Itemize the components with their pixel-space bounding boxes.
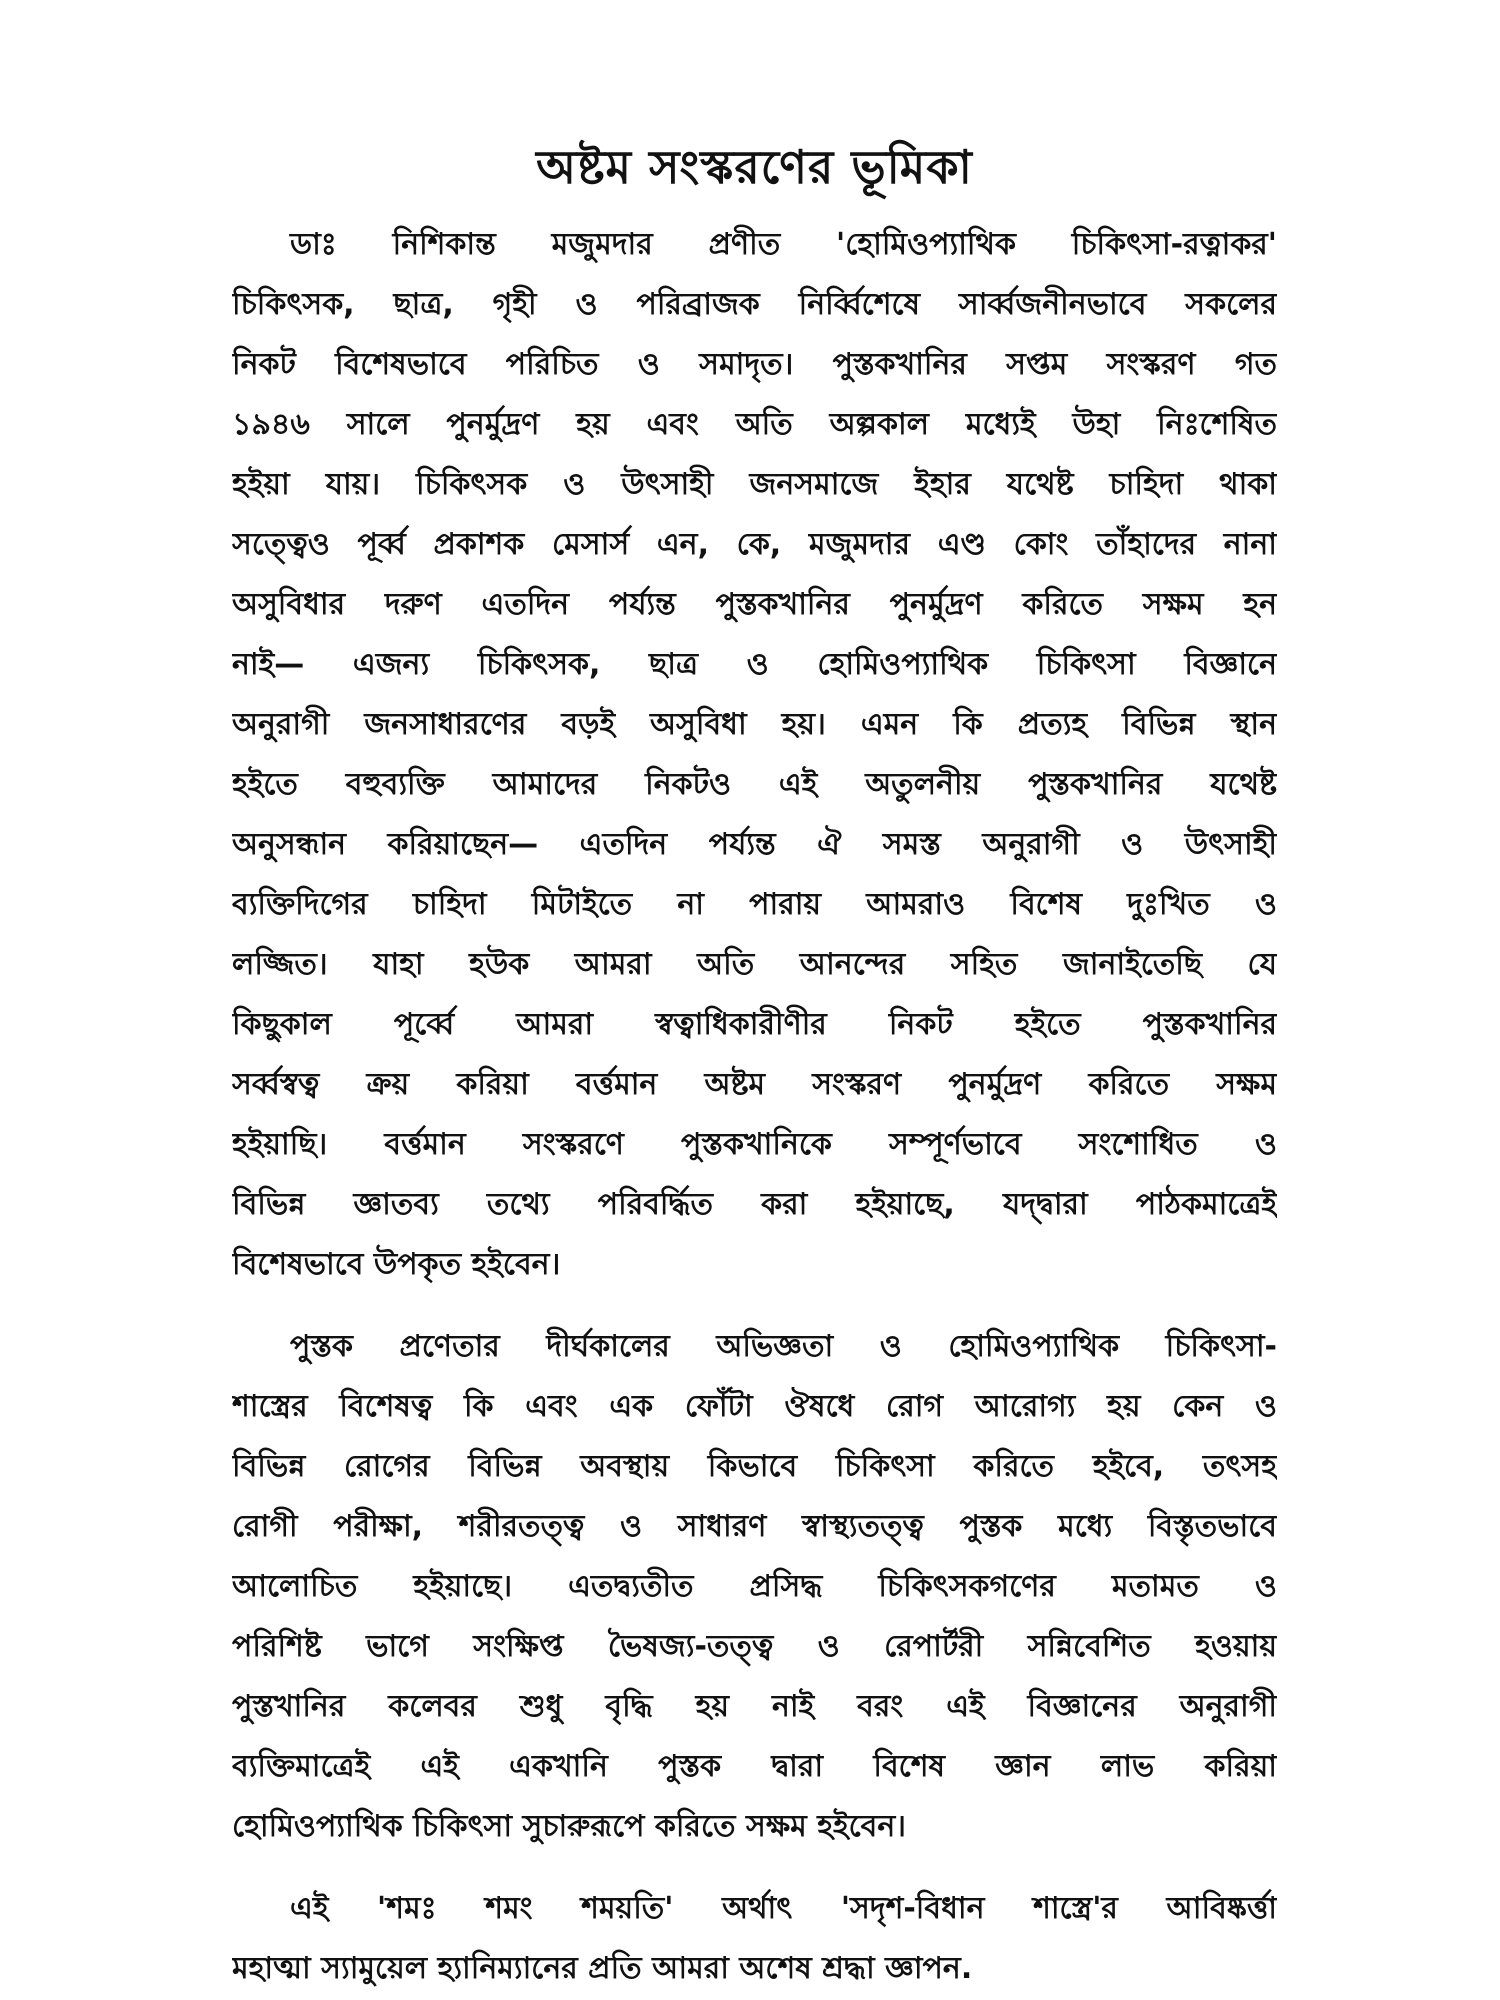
text-line: ডাঃ নিশিকান্ত মজুমদার প্রণীত 'হোমিওপ্যাথিক চিকিৎসা-রত্নাকর': [290, 227, 1277, 263]
document-page: [232, 140, 1277, 1987]
text-line: শাস্ত্রের বিশেষত্ব কি এবং এক ফোঁটা ঔষধে রোগ আরোগ্য হয় কেন ও: [232, 1389, 1277, 1425]
paragraph: [232, 215, 1277, 1295]
text-line: হইয়া যায়। চিকিৎসক ও উৎসাহী জনসমাজে ইহার যথেষ্ট চাহিদা থাকা: [232, 467, 1277, 503]
text-line: চিকিৎসক, ছাত্র, গৃহী ও পরিব্রাজক নির্ব্বিশেষে সার্ব্বজনীনভাবে সকলের: [232, 287, 1277, 323]
text-line: নিকট বিশেষভাবে পরিচিত ও সমাদৃত। পুস্তকখানির সপ্তম সংস্করণ গত: [232, 347, 1277, 383]
page-title: অষ্টম সংস্করণের ভূমিকা: [536, 140, 973, 194]
text-line: মহাত্মা স্যামুয়েল হ্যানিম্যানের প্রতি আমরা অশেষ শ্রদ্ধা জ্ঞাপন.: [232, 1951, 973, 1987]
text-line: এই 'শমঃ শমং শময়তি' অর্থাৎ 'সদৃশ-বিধান শাস্ত্রে'র আবিষ্কর্ত্তা: [290, 1891, 1277, 1927]
text-line: হইতে বহুব্যক্তি আমাদের নিকটও এই অতুলনীয় পুস্তকখানির যথেষ্ট: [232, 767, 1277, 803]
text-line: ব্যক্তিমাত্রেই এই একখানি পুস্তক দ্বারা বিশেষ জ্ঞান লাভ করিয়া: [232, 1749, 1277, 1785]
text-line: নাই— এজন্য চিকিৎসক, ছাত্র ও হোমিওপ্যাথিক চিকিৎসা বিজ্ঞানে: [232, 647, 1277, 683]
text-line: কিছুকাল পূর্ব্বে আমরা স্বত্বাধিকারীণীর নিকট হইতে পুস্তকখানির: [232, 1007, 1277, 1043]
text-line: পরিশিষ্ট ভাগে সংক্ষিপ্ত ভৈষজ্য-তত্ত্ব ও রেপার্টরী সন্নিবেশিত হওয়ায়: [232, 1629, 1277, 1665]
text-line: আলোচিত হইয়াছে। এতদ্ব্যতীত প্রসিদ্ধ চিকিৎসকগণের মতামত ও: [232, 1569, 1277, 1605]
body-text: [232, 215, 1277, 1999]
text-line: বিভিন্ন রোগের বিভিন্ন অবস্থায় কিভাবে চিকিৎসা করিতে হইবে, তৎসহ: [232, 1449, 1277, 1485]
text-line: ১৯৪৬ সালে পুনর্মুদ্রণ হয় এবং অতি অল্পকাল মধ্যেই উহা নিঃশেষিত: [232, 407, 1277, 443]
paragraph: [232, 1317, 1277, 1857]
text-line: বিশেষভাবে উপকৃত হইবেন।: [232, 1247, 561, 1283]
text-line: হোমিওপ্যাথিক চিকিৎসা সুচারুরূপে করিতে সক্ষম হইবেন।: [232, 1809, 906, 1845]
text-line: হইয়াছি। বর্ত্তমান সংস্করণে পুস্তকখানিকে সম্পূর্ণভাবে সংশোধিত ও: [232, 1127, 1277, 1163]
text-line: লজ্জিত। যাহা হউক আমরা অতি আনন্দের সহিত জানাইতেছি যে: [232, 947, 1277, 983]
text-line: ব্যক্তিদিগের চাহিদা মিটাইতে না পারায় আমরাও বিশেষ দুঃখিত ও: [232, 887, 1277, 923]
text-line: অনুরাগী জনসাধারণের বড়ই অসুবিধা হয়। এমন কি প্রত্যহ বিভিন্ন স্থান: [232, 707, 1277, 743]
text-line: সর্ব্বস্বত্ব ক্রয় করিয়া বর্ত্তমান অষ্টম সংস্করণ পুনর্মুদ্রণ করিতে সক্ষম: [232, 1067, 1277, 1103]
text-line: সত্ত্বেও পূর্ব্ব প্রকাশক মেসার্স এন, কে, মজুমদার এণ্ড কোং তাঁহাদের নানা: [232, 527, 1277, 563]
text-line: অসুবিধার দরুণ এতদিন পর্য্যন্ত পুস্তকখানির পুনর্মুদ্রণ করিতে সক্ষম হন: [232, 587, 1277, 623]
text-line: অনুসন্ধান করিয়াছেন— এতদিন পর্য্যন্ত ঐ সমস্ত অনুরাগী ও উৎসাহী: [232, 827, 1277, 863]
text-line: রোগী পরীক্ষা, শরীরতত্ত্ব ও সাধারণ স্বাস্থ্যতত্ত্ব পুস্তক মধ্যে বিস্তৃতভাবে: [232, 1509, 1277, 1545]
paragraph: [232, 1879, 1277, 1999]
text-line: পুস্তক প্রণেতার দীর্ঘকালের অভিজ্ঞতা ও হোমিওপ্যাথিক চিকিৎসা-: [290, 1329, 1277, 1365]
text-line: বিভিন্ন জ্ঞাতব্য তথ্যে পরিবর্দ্ধিত করা হইয়াছে, যদ্দ্বারা পাঠকমাত্রেই: [232, 1187, 1277, 1223]
text-line: পুস্তখানির কলেবর শুধু বৃদ্ধি হয় নাই বরং এই বিজ্ঞানের অনুরাগী: [232, 1689, 1277, 1725]
